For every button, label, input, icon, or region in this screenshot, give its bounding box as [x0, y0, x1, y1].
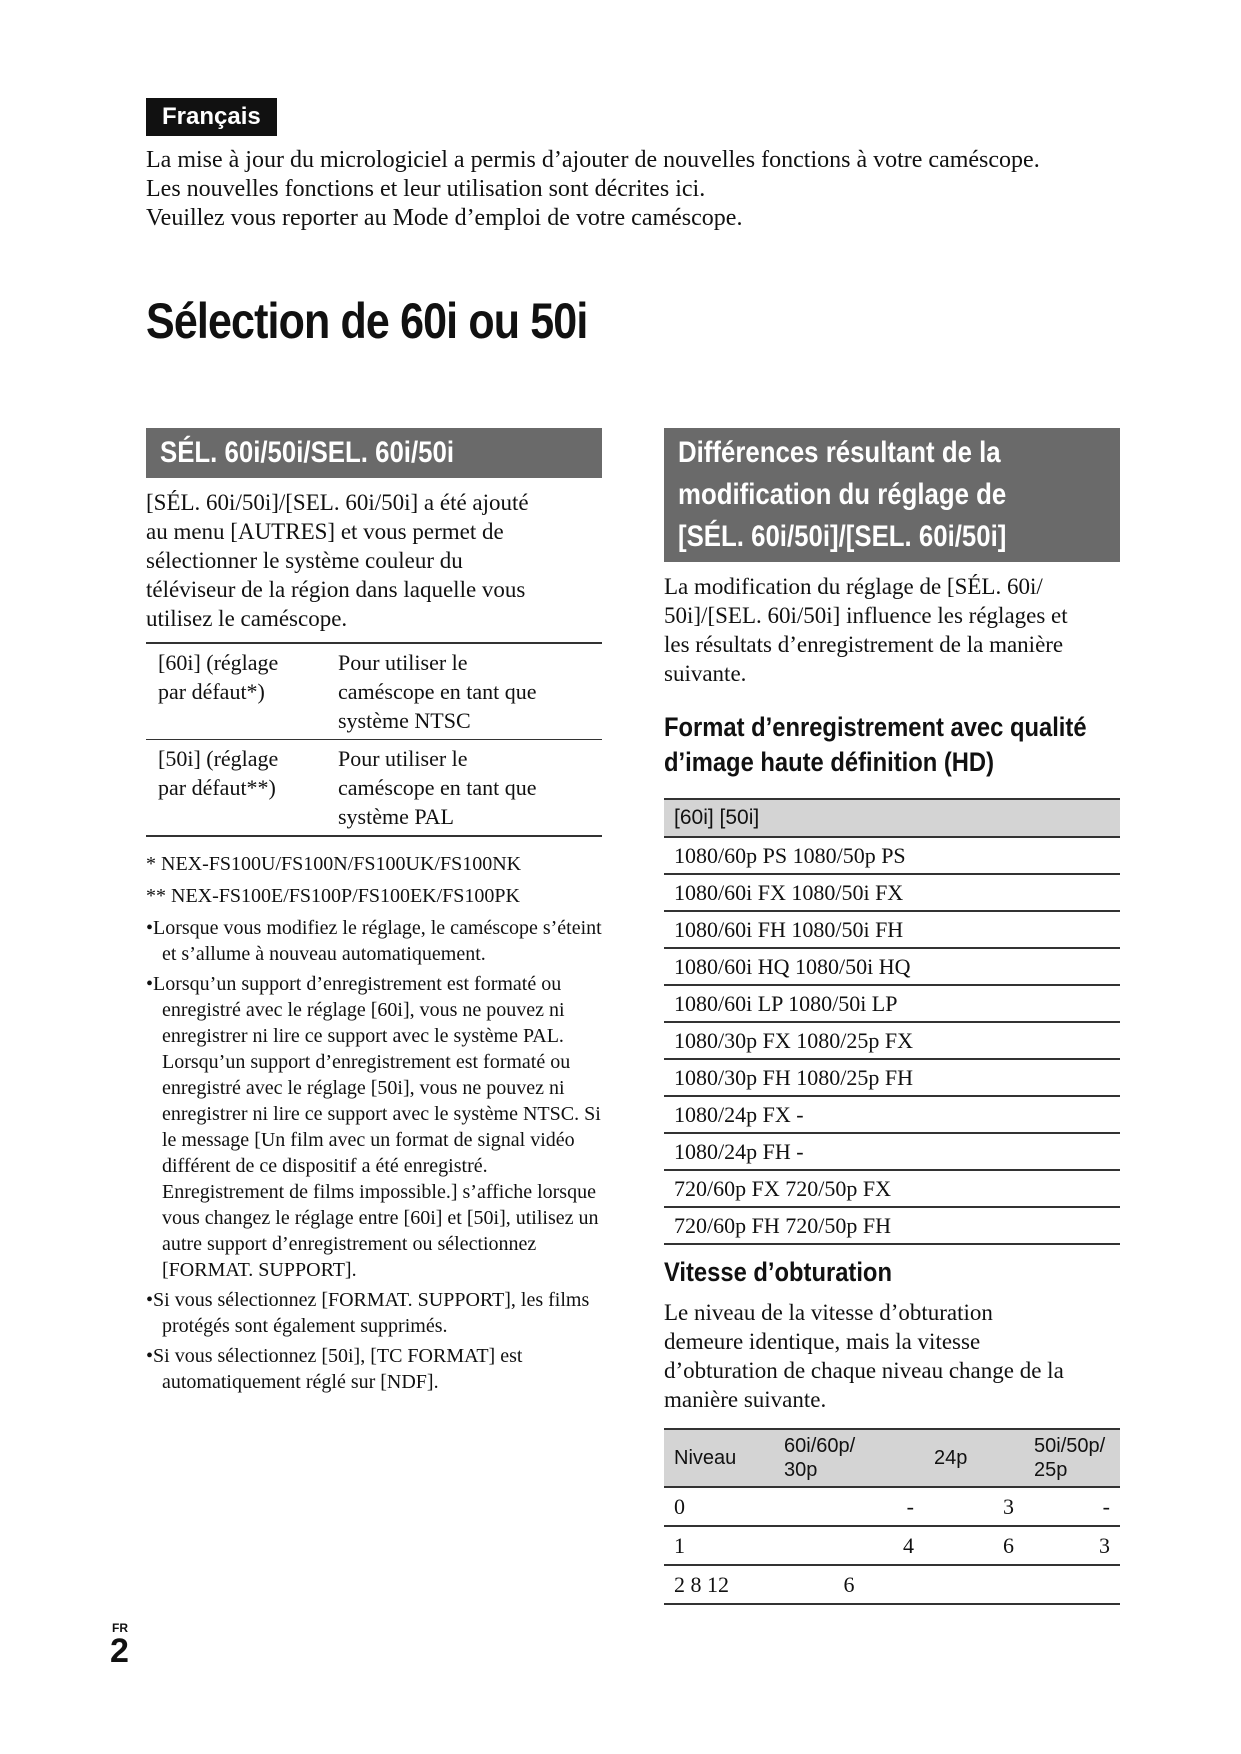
cell-line: caméscope en tant que [338, 775, 537, 800]
header-line: 60i/60p/ [784, 1435, 856, 1457]
footnote: ** NEX-FS100E/FS100P/FS100EK/FS100PK [146, 885, 520, 907]
text-line: [SÉL. 60i/50i]/[SEL. 60i/50i] a été ajouté [146, 490, 529, 515]
heading-line: modification du réglage de [678, 478, 1007, 511]
cell-line: caméscope en tant que [338, 679, 537, 704]
table-header-row [664, 1429, 1120, 1487]
table-cell: 6 [924, 1526, 1024, 1565]
intro-line: Veuillez vous reporter au Mode d’emploi de votre caméscope. [146, 205, 743, 231]
table-row [664, 1565, 1120, 1604]
intro-paragraph [146, 146, 1126, 233]
table-cell: 3 [924, 1487, 1024, 1526]
header-line: 50i/50p/ [1034, 1435, 1106, 1457]
bullet-note: • Lorsqu’un support d’enregistrement est formaté ou enregistré avec le réglage [60i], vous ne pouvez ni enregistrer ni lire ce support avec le système PAL. Lorsqu’un support d’enregistrement est formaté ou enregistré avec le réglage [50i], vous ne pouvez ni enregistrer ni lire ce support avec le système NTSC. Si le message [Un film avec un format de signal vidéo différent de ce dispositif a été enregistré. Enregistrement de films impossible.] s’affiche lorsque vous changez le réglage entre [60i] et [50i], utilisez un autre support d’enregistrement ou sélectionnez [FORMAT. SUPPORT]. [146, 971, 602, 1283]
text-line: Le niveau de la vitesse d’obturation [664, 1300, 993, 1325]
table-cell: - [774, 1487, 924, 1526]
table-row [664, 1133, 1120, 1170]
footnote: * NEX-FS100U/FS100N/FS100UK/FS100NK [146, 853, 522, 875]
mode-setting-cell [146, 643, 326, 740]
heading-line: [SÉL. 60i/50i]/[SEL. 60i/50i] [678, 520, 1007, 553]
intro-line: La mise à jour du micrologiciel a permis d’ajouter de nouvelles fonctions à votre caméscope. [146, 147, 1040, 173]
format-table [664, 798, 1120, 1245]
table-row [664, 1096, 1120, 1133]
table-cell: 1080/60i FX 1080/50i FX [664, 874, 1120, 911]
page-title: Sélection de 60i ou 50i [146, 293, 588, 349]
table-row [664, 911, 1120, 948]
heading-line: Format d’enregistrement avec qualité [664, 712, 1087, 742]
header-line: Niveau [674, 1447, 737, 1469]
header-niveau [664, 1429, 774, 1487]
shutter-table [664, 1428, 1120, 1605]
table-row [664, 1022, 1120, 1059]
heading-line: d’image haute définition (HD) [664, 747, 994, 777]
table-cell: 720/60p FH 720/50p FH [664, 1207, 1120, 1244]
table-header-cell: [60i] [50i] [664, 799, 1120, 837]
header-24p [924, 1429, 1024, 1487]
table-row [664, 1526, 1120, 1565]
text-line: suivante. [664, 661, 747, 686]
table-cell: 1080/60i HQ 1080/50i HQ [664, 948, 1120, 985]
mode-setting-cell [146, 740, 326, 837]
text-line: téléviseur de la région dans laquelle vous [146, 577, 526, 602]
header-line: 24p [934, 1447, 968, 1469]
section-heading-sel-60i-50i [146, 428, 602, 478]
table-cell: 1 [664, 1526, 774, 1565]
bullet-note: • Si vous sélectionnez [50i], [TC FORMAT] est automatiquement réglé sur [NDF]. [146, 1343, 602, 1395]
text-line: manière suivante. [664, 1387, 827, 1412]
page-language-code: FR [112, 1621, 128, 1635]
mode-table [146, 642, 602, 837]
header-line: 30p [784, 1459, 818, 1481]
heading-line: Différences résultant de la [678, 436, 1001, 469]
shutter-heading: Vitesse d’obturation [664, 1257, 892, 1287]
table-cell: - [1024, 1487, 1120, 1526]
differences-description [664, 572, 1120, 688]
table-row [664, 1487, 1120, 1526]
cell-line: système PAL [338, 804, 454, 829]
intro-line: Les nouvelles fonctions et leur utilisation sont décrites ici. [146, 176, 706, 202]
format-heading [664, 710, 1087, 780]
table-row [146, 643, 602, 740]
text-line: demeure identique, mais la vitesse [664, 1329, 981, 1354]
cell-line: Pour utiliser le [338, 746, 468, 771]
text-line: d’obturation de chaque niveau change de la [664, 1358, 1064, 1383]
table-cell: 1080/30p FX 1080/25p FX [664, 1022, 1120, 1059]
table-row [664, 948, 1120, 985]
table-row [664, 1170, 1120, 1207]
text-line: au menu [AUTRES] et vous permet de [146, 519, 504, 544]
table-row [664, 1059, 1120, 1096]
text-line: La modification du réglage de [SÉL. 60i/ [664, 574, 1043, 599]
table-cell [924, 1565, 1024, 1604]
table-row [664, 874, 1120, 911]
mode-description-cell [326, 643, 602, 740]
table-row [664, 985, 1120, 1022]
table-header-row [664, 799, 1120, 837]
text-line: utilisez le caméscope. [146, 606, 348, 631]
cell-line: Pour utiliser le [338, 650, 468, 675]
page-number: 2 [110, 1632, 129, 1670]
cell-line: par défaut*) [158, 679, 265, 704]
section-description [146, 488, 602, 633]
table-cell: 2 8 12 [664, 1565, 774, 1604]
table-row [664, 837, 1120, 874]
header-line: 25p [1034, 1459, 1068, 1481]
table-cell: 1080/24p FX - [664, 1096, 1120, 1133]
table-cell: 1080/60i LP 1080/50i LP [664, 985, 1120, 1022]
table-cell [1024, 1565, 1120, 1604]
table-cell: 3 [1024, 1526, 1120, 1565]
notes [146, 851, 602, 1395]
bullet-note: • Si vous sélectionnez [FORMAT. SUPPORT], les films protégés sont également supprimés. [146, 1287, 602, 1339]
cell-line: système NTSC [338, 708, 471, 733]
table-cell: 1080/24p FH - [664, 1133, 1120, 1170]
cell-line: [50i] (réglage [158, 746, 279, 771]
table-cell: 0 [664, 1487, 774, 1526]
text-line: 50i]/[SEL. 60i/50i] influence les réglages et [664, 603, 1068, 628]
header-60i [774, 1429, 924, 1487]
table-row [146, 740, 602, 837]
table-row [664, 1207, 1120, 1244]
mode-description-cell [326, 740, 602, 837]
table-cell: 1080/30p FH 1080/25p FH [664, 1059, 1120, 1096]
language-badge: Français [146, 98, 277, 136]
table-cell: 1080/60i FH 1080/50i FH [664, 911, 1120, 948]
table-cell: 6 [774, 1565, 924, 1604]
text-line: sélectionner le système couleur du [146, 548, 463, 573]
left-column [146, 428, 602, 1399]
shutter-description [664, 1298, 1120, 1414]
table-cell: 4 [774, 1526, 924, 1565]
section-heading-text: SÉL. 60i/50i/SEL. 60i/50i [160, 436, 454, 469]
cell-line: par défaut**) [158, 775, 276, 800]
text-line: les résultats d’enregistrement de la manière [664, 632, 1064, 657]
cell-line: [60i] (réglage [158, 650, 279, 675]
right-column [664, 428, 1120, 1605]
header-50i [1024, 1429, 1120, 1487]
bullet-note: • Lorsque vous modifiez le réglage, le caméscope s’éteint et s’allume à nouveau automatiquement. [146, 915, 602, 967]
table-cell: 1080/60p PS 1080/50p PS [664, 837, 1120, 874]
table-cell: 720/60p FX 720/50p FX [664, 1170, 1120, 1207]
section-heading-differences [664, 428, 1120, 562]
